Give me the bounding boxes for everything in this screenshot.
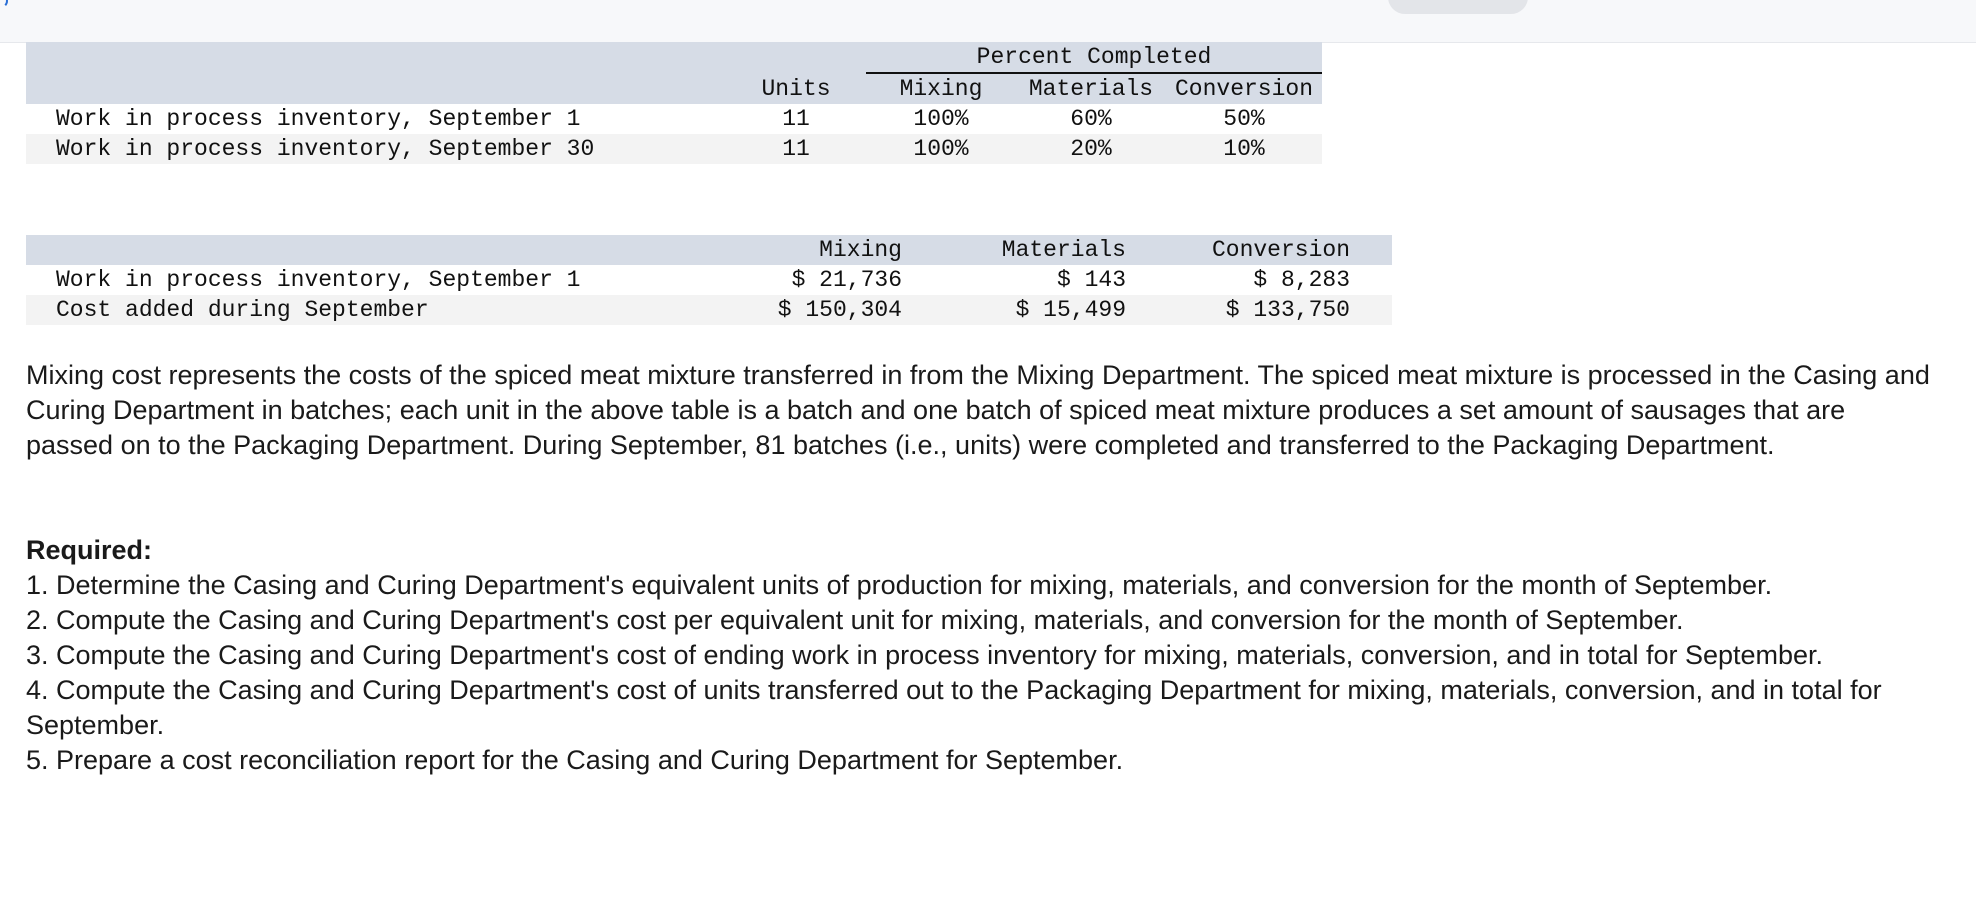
required-item: 3. Compute the Casing and Curing Department's cost of ending work in process inventory for mixing, materials, conversion, and in total for September. — [26, 640, 1824, 670]
conversion-cost-cell: $ 8,283 — [1253, 267, 1350, 293]
materials-cell: 20% — [1070, 136, 1112, 162]
conversion-cell: 50% — [1223, 106, 1265, 132]
conversion-cost-cell: $ 133,750 — [1225, 297, 1350, 323]
conversion-column-header: Conversion — [1211, 237, 1350, 263]
top-toolbar — [0, 0, 1976, 43]
required-item: 4. Compute the Casing and Curing Department's cost of units transferred out to the Packaging Department for mixing, materials, conversion, and in total for September. — [26, 675, 1882, 740]
conversion-column-header: Conversion — [1174, 76, 1314, 102]
units-cell: 11 — [782, 106, 810, 132]
row-label: Work in process inventory, September 30 — [56, 136, 595, 162]
required-heading: Required: — [26, 535, 153, 565]
toolbar-pill-button[interactable] — [1388, 0, 1528, 14]
row-label: Work in process inventory, September 1 — [56, 267, 581, 293]
corner-arc-icon — [0, 0, 8, 8]
table-column-header-row — [26, 73, 1322, 104]
materials-cell: 60% — [1070, 106, 1112, 132]
table-row — [26, 295, 1392, 325]
mixing-cell: 100% — [913, 106, 969, 132]
conversion-cell: 10% — [1223, 136, 1265, 162]
table-row — [26, 265, 1392, 295]
table-column-header-row — [26, 235, 1392, 265]
mixing-column-header: Mixing — [899, 76, 983, 102]
mixing-cost-cell: $ 21,736 — [791, 267, 902, 293]
cost-table — [26, 235, 1392, 325]
required-item: 1. Determine the Casing and Curing Department's equivalent units of production for mixing, materials, and conversion for the month of September. — [26, 570, 1773, 600]
mixing-column-header: Mixing — [819, 237, 902, 263]
mixing-cost-cell: $ 150,304 — [777, 297, 902, 323]
wip-percent-table — [26, 42, 1322, 164]
problem-description: Mixing cost represents the costs of the spiced meat mixture transferred in from the Mixing Department. The spiced meat mixture is processed in the Casing and Curing Department in batches; each unit in the above table is a batch and one batch of spiced meat mixture produces a set amount of sausages that are passed on to the Packaging Department. During September, 81 batches (i.e., units) were completed and transferred to the Packaging Department. — [26, 360, 1930, 460]
percent-completed-header: Percent Completed — [866, 42, 1322, 73]
materials-column-header: Materials — [1028, 76, 1154, 102]
required-item: 2. Compute the Casing and Curing Department's cost per equivalent unit for mixing, materials, and conversion for the month of September. — [26, 605, 1684, 635]
required-section — [26, 533, 1936, 778]
table-row — [26, 104, 1322, 134]
materials-cost-cell: $ 15,499 — [1015, 297, 1126, 323]
units-cell: 11 — [782, 136, 810, 162]
mixing-cell: 100% — [913, 136, 969, 162]
materials-cost-cell: $ 143 — [1056, 267, 1126, 293]
row-label: Work in process inventory, September 1 — [56, 106, 581, 132]
units-column-header: Units — [761, 75, 831, 102]
required-item: 5. Prepare a cost reconciliation report for the Casing and Curing Department for September. — [26, 745, 1124, 775]
table-header-row — [26, 42, 1322, 73]
row-label: Cost added during September — [56, 297, 429, 323]
materials-column-header: Materials — [1001, 237, 1126, 263]
table-row — [26, 134, 1322, 164]
